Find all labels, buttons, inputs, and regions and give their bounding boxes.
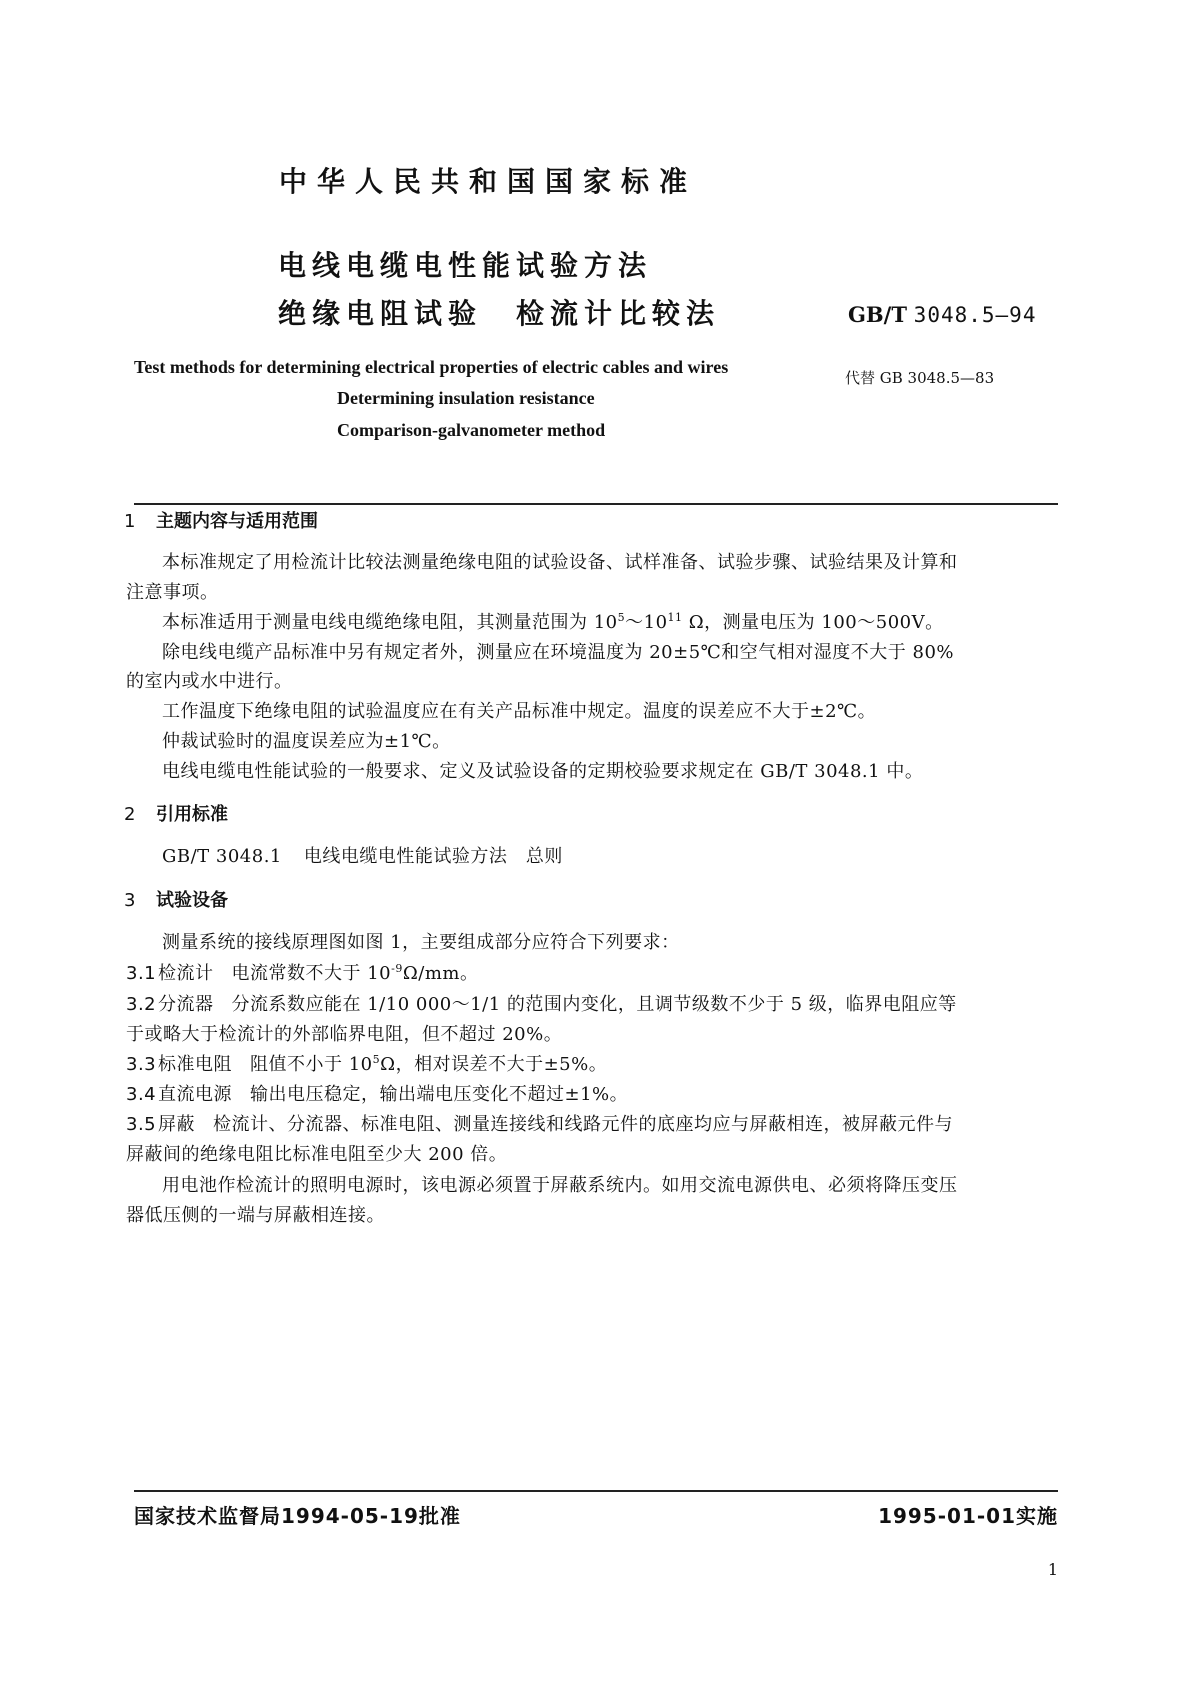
s1-paragraph-4: 工作温度下绝缘电阻的试验温度应在有关产品标准中规定。温度的误差应不大于±2℃。	[162, 701, 877, 722]
section-number: 3	[124, 890, 136, 911]
standard-number	[848, 302, 1036, 327]
effective-date: 1995-01-01实施	[878, 1504, 1058, 1528]
section-number: 2	[124, 804, 136, 825]
superscript: 5	[372, 1053, 381, 1066]
item-label: 屏蔽	[158, 1114, 195, 1135]
referenced-standard	[162, 842, 563, 868]
section-title: 试验设备	[156, 890, 228, 911]
section-number: 1	[124, 511, 136, 532]
s3-paragraph-b: 器低压侧的一端与屏蔽相连接。	[126, 1205, 385, 1226]
replaces-standard: 代替 GB 3048.5—83	[845, 369, 995, 387]
s1-paragraph-3a: 除电线电缆产品标准中另有规定者外，测量应在环境温度为 20±5℃和空气相对湿度不大于 80%	[162, 642, 955, 663]
text: 分流系数应能在 1/10 000～1/1 的范围内变化，且调节级数不少于 5 级，临界电阻应等	[231, 994, 957, 1015]
section-title: 引用标准	[156, 804, 228, 825]
section-3-heading	[124, 886, 228, 912]
text: Ω，相对误差不大于±5%。	[380, 1054, 608, 1075]
section-2-heading	[124, 800, 228, 826]
standard-title-line1: 电线电缆电性能试验方法	[278, 249, 653, 282]
s1-paragraph-2	[162, 608, 944, 634]
reference-code: GB/T 3048.1	[162, 846, 282, 867]
text: Ω/mm。	[402, 963, 479, 984]
standard-code: 3048.5—94	[913, 303, 1037, 327]
item-3-2-cont: 于或略大于检流计的外部临界电阻，但不超过 20%。	[126, 1024, 563, 1045]
page-number: 1	[1047, 1560, 1058, 1579]
item-number: 3.1	[126, 963, 157, 984]
item-3-1	[126, 959, 478, 985]
header-divider	[134, 503, 1058, 505]
text: 阻值不小于 10	[250, 1054, 373, 1075]
item-number: 3.5	[126, 1114, 157, 1135]
national-standard-heading: 中华人民共和国国家标准	[278, 165, 697, 198]
item-number: 3.4	[126, 1084, 157, 1105]
footer-divider	[134, 1490, 1058, 1492]
standard-prefix: GB/T	[848, 302, 907, 327]
standard-title-line2: 绝缘电阻试验 检流计比较法	[278, 297, 721, 330]
superscript: 5	[617, 611, 626, 624]
text: 检流计、分流器、标准电阻、测量连接线和线路元件的底座均应与屏蔽相连，被屏蔽元件与	[213, 1114, 953, 1135]
s1-paragraph-6: 电线电缆电性能试验的一般要求、定义及试验设备的定期校验要求规定在 GB/T 3048.1 中。	[162, 761, 924, 782]
superscript: -9	[391, 962, 403, 975]
item-3-4	[126, 1080, 628, 1106]
text: 输出电压稳定，输出端电压变化不超过±1%。	[250, 1084, 629, 1105]
item-number: 3.2	[126, 994, 157, 1015]
english-title-line1: Test methods for determining electrical properties of electric cables and wires	[134, 357, 729, 377]
text: Ω，测量电压为 100～500V。	[682, 612, 944, 633]
text: 本标准适用于测量电线电缆绝缘电阻，其测量范围为 10	[162, 612, 618, 633]
s1-paragraph-3b: 的室内或水中进行。	[126, 671, 293, 692]
item-3-5-cont: 屏蔽间的绝缘电阻比标准电阻至少大 200 倍。	[126, 1144, 508, 1165]
s3-intro: 测量系统的接线原理图如图 1，主要组成部分应符合下列要求：	[162, 932, 680, 953]
superscript: 11	[667, 611, 683, 624]
approval-line: 国家技术监督局1994-05-19批准	[134, 1504, 461, 1528]
s1-paragraph-5: 仲裁试验时的温度误差应为±1℃。	[162, 731, 451, 752]
s1-paragraph-1a: 本标准规定了用检流计比较法测量绝缘电阻的试验设备、试样准备、试验步骤、试验结果及计算和	[162, 552, 958, 573]
reference-title: 电线电缆电性能试验方法 总则	[303, 846, 563, 867]
s1-paragraph-1b: 注意事项。	[126, 582, 219, 603]
item-label: 标准电阻	[158, 1054, 232, 1075]
text: ～10	[625, 612, 668, 633]
item-label: 分流器	[158, 994, 214, 1015]
english-title-line3: Comparison-galvanometer method	[337, 420, 606, 440]
item-label: 直流电源	[158, 1084, 232, 1105]
item-3-5	[126, 1110, 953, 1136]
section-title: 主题内容与适用范围	[156, 511, 318, 532]
english-title-line2: Determining insulation resistance	[337, 388, 595, 408]
item-label: 检流计	[158, 963, 214, 984]
s3-paragraph-a: 用电池作检流计的照明电源时，该电源必须置于屏蔽系统内。如用交流电源供电、必须将降压变压	[162, 1175, 958, 1196]
text: 电流常数不大于 10	[231, 963, 392, 984]
item-3-3	[126, 1050, 607, 1076]
section-1-heading	[124, 507, 318, 533]
item-3-2	[126, 990, 957, 1016]
item-number: 3.3	[126, 1054, 157, 1075]
